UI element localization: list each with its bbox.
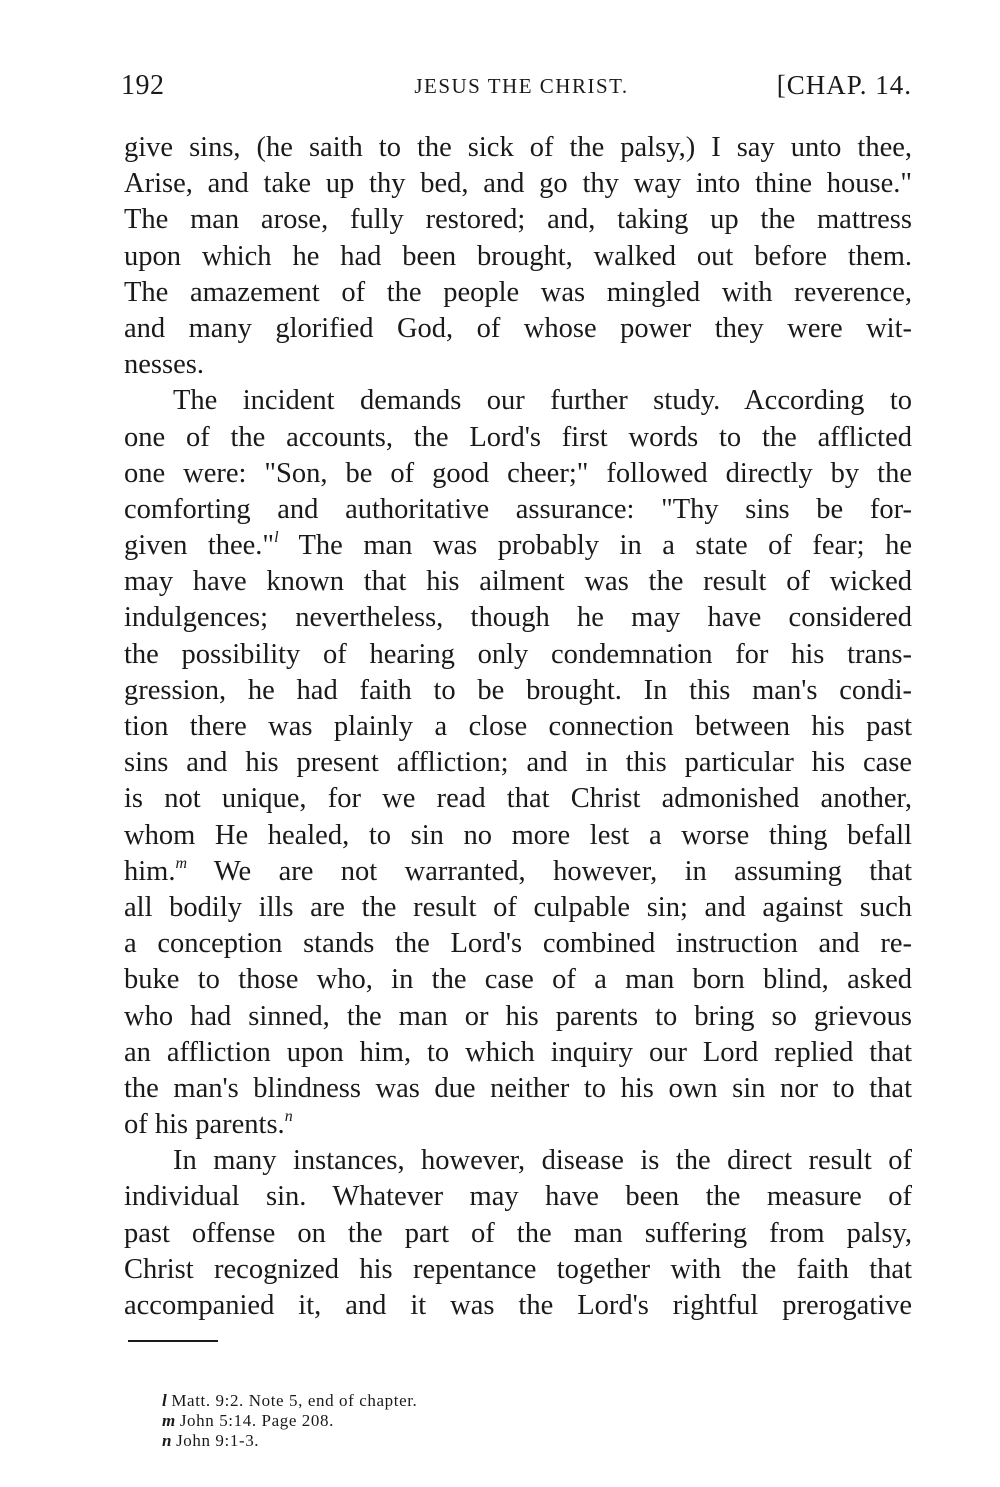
paragraph-start-line: The incident demands our further study. According to <box>173 385 912 417</box>
text-line: one of the accounts, the Lord's first words to the afflicted <box>124 421 912 453</box>
text-line: the possibility of hearing only condemnation for his trans- <box>124 638 912 670</box>
footnote-mark: n <box>162 1431 173 1450</box>
text-line: past offense on the part of the man suffering from palsy, <box>124 1217 912 1249</box>
text-line: gression, he had faith to be brought. In this man's condi- <box>124 674 912 706</box>
footnotes <box>162 1391 417 1451</box>
text-line: all bodily ills are the result of culpable sin; and against such <box>124 891 912 923</box>
page-number: 192 <box>121 70 165 101</box>
text-line-with-note <box>124 528 912 564</box>
text-line: is not unique, for we read that Christ admonished another, <box>124 783 912 815</box>
paragraph-start-line: In many instances, however, disease is the direct result of <box>173 1145 912 1177</box>
text-line: Christ recognized his repentance together with the faith that <box>124 1253 912 1285</box>
footnote-n <box>162 1431 417 1451</box>
footnote-text: John 9:1-3. <box>176 1431 260 1450</box>
text-line: whom He healed, to sin no more lest a worse thing befall <box>124 819 912 851</box>
footnote-mark: m <box>162 1411 176 1430</box>
text-line: one were: "Son, be of good cheer;" followed directly by the <box>124 457 912 489</box>
text-line: sins and his present affliction; and in this particular his case <box>124 747 912 779</box>
footnote-l <box>162 1391 417 1411</box>
text-line-with-note <box>124 854 912 890</box>
running-title: JESUS THE CHRIST. <box>414 74 629 98</box>
text-line: The man arose, fully restored; and, taking up the mattress <box>124 204 912 236</box>
text-line: Arise, and take up thy bed, and go thy way into thine house." <box>124 168 912 200</box>
chapter-reference: [CHAP. 14. <box>776 70 912 100</box>
footnote-ref-n: n <box>284 1108 293 1126</box>
text-line: and many glorified God, of whose power they were wit- <box>124 312 912 344</box>
text-line: nesses. <box>124 349 204 381</box>
footnote-ref-m: m <box>175 854 188 872</box>
text-line: who had sinned, the man or his parents to bring so grievous <box>124 1000 912 1032</box>
body-text <box>124 130 912 1324</box>
text-line: individual sin. Whatever may have been the measure of <box>124 1181 912 1213</box>
text-line: tion there was plainly a close connection between his past <box>124 711 912 742</box>
text-segment: him. <box>124 855 176 887</box>
text-line: upon which he had been brought, walked out before them. <box>124 240 912 272</box>
text-line: a conception stands the Lord's combined instruction and re- <box>124 928 912 960</box>
text-line: an affliction upon him, to which inquiry our Lord replied that <box>124 1036 912 1068</box>
text-line: accompanied it, and it was the Lord's rightful prerogative <box>124 1290 912 1321</box>
footnote-text: Matt. 9:2. Note 5, end of chapter. <box>171 1391 418 1410</box>
text-line: buke to those who, in the case of a man born blind, asked <box>124 964 912 996</box>
footnote-ref-l: l <box>274 529 279 547</box>
text-line: The amazement of the people was mingled with reverence, <box>124 276 912 308</box>
footnote-mark: l <box>162 1391 168 1410</box>
footnote-text: John 5:14. Page 208. <box>179 1411 334 1430</box>
text-line: comforting and authoritative assurance: "Thy sins be for- <box>124 493 912 525</box>
running-head <box>121 70 912 110</box>
text-line: give sins, (he saith to the sick of the palsy,) I say unto thee, <box>124 132 912 163</box>
text-segment: We are not warranted, however, in assuming that <box>187 855 912 887</box>
text-line: indulgences; nevertheless, though he may have considered <box>124 602 912 634</box>
text-line: may have known that his ailment was the result of wicked <box>124 566 912 598</box>
text-line: the man's blindness was due neither to his own sin nor to that <box>124 1072 912 1104</box>
footnote-divider <box>128 1340 218 1342</box>
text-segment: of his parents. <box>124 1109 285 1141</box>
footnote-m <box>162 1411 417 1431</box>
text-segment: The man was probably in a state of fear; he <box>278 530 912 562</box>
text-segment: given thee." <box>124 530 275 562</box>
text-line-with-note <box>124 1107 912 1143</box>
